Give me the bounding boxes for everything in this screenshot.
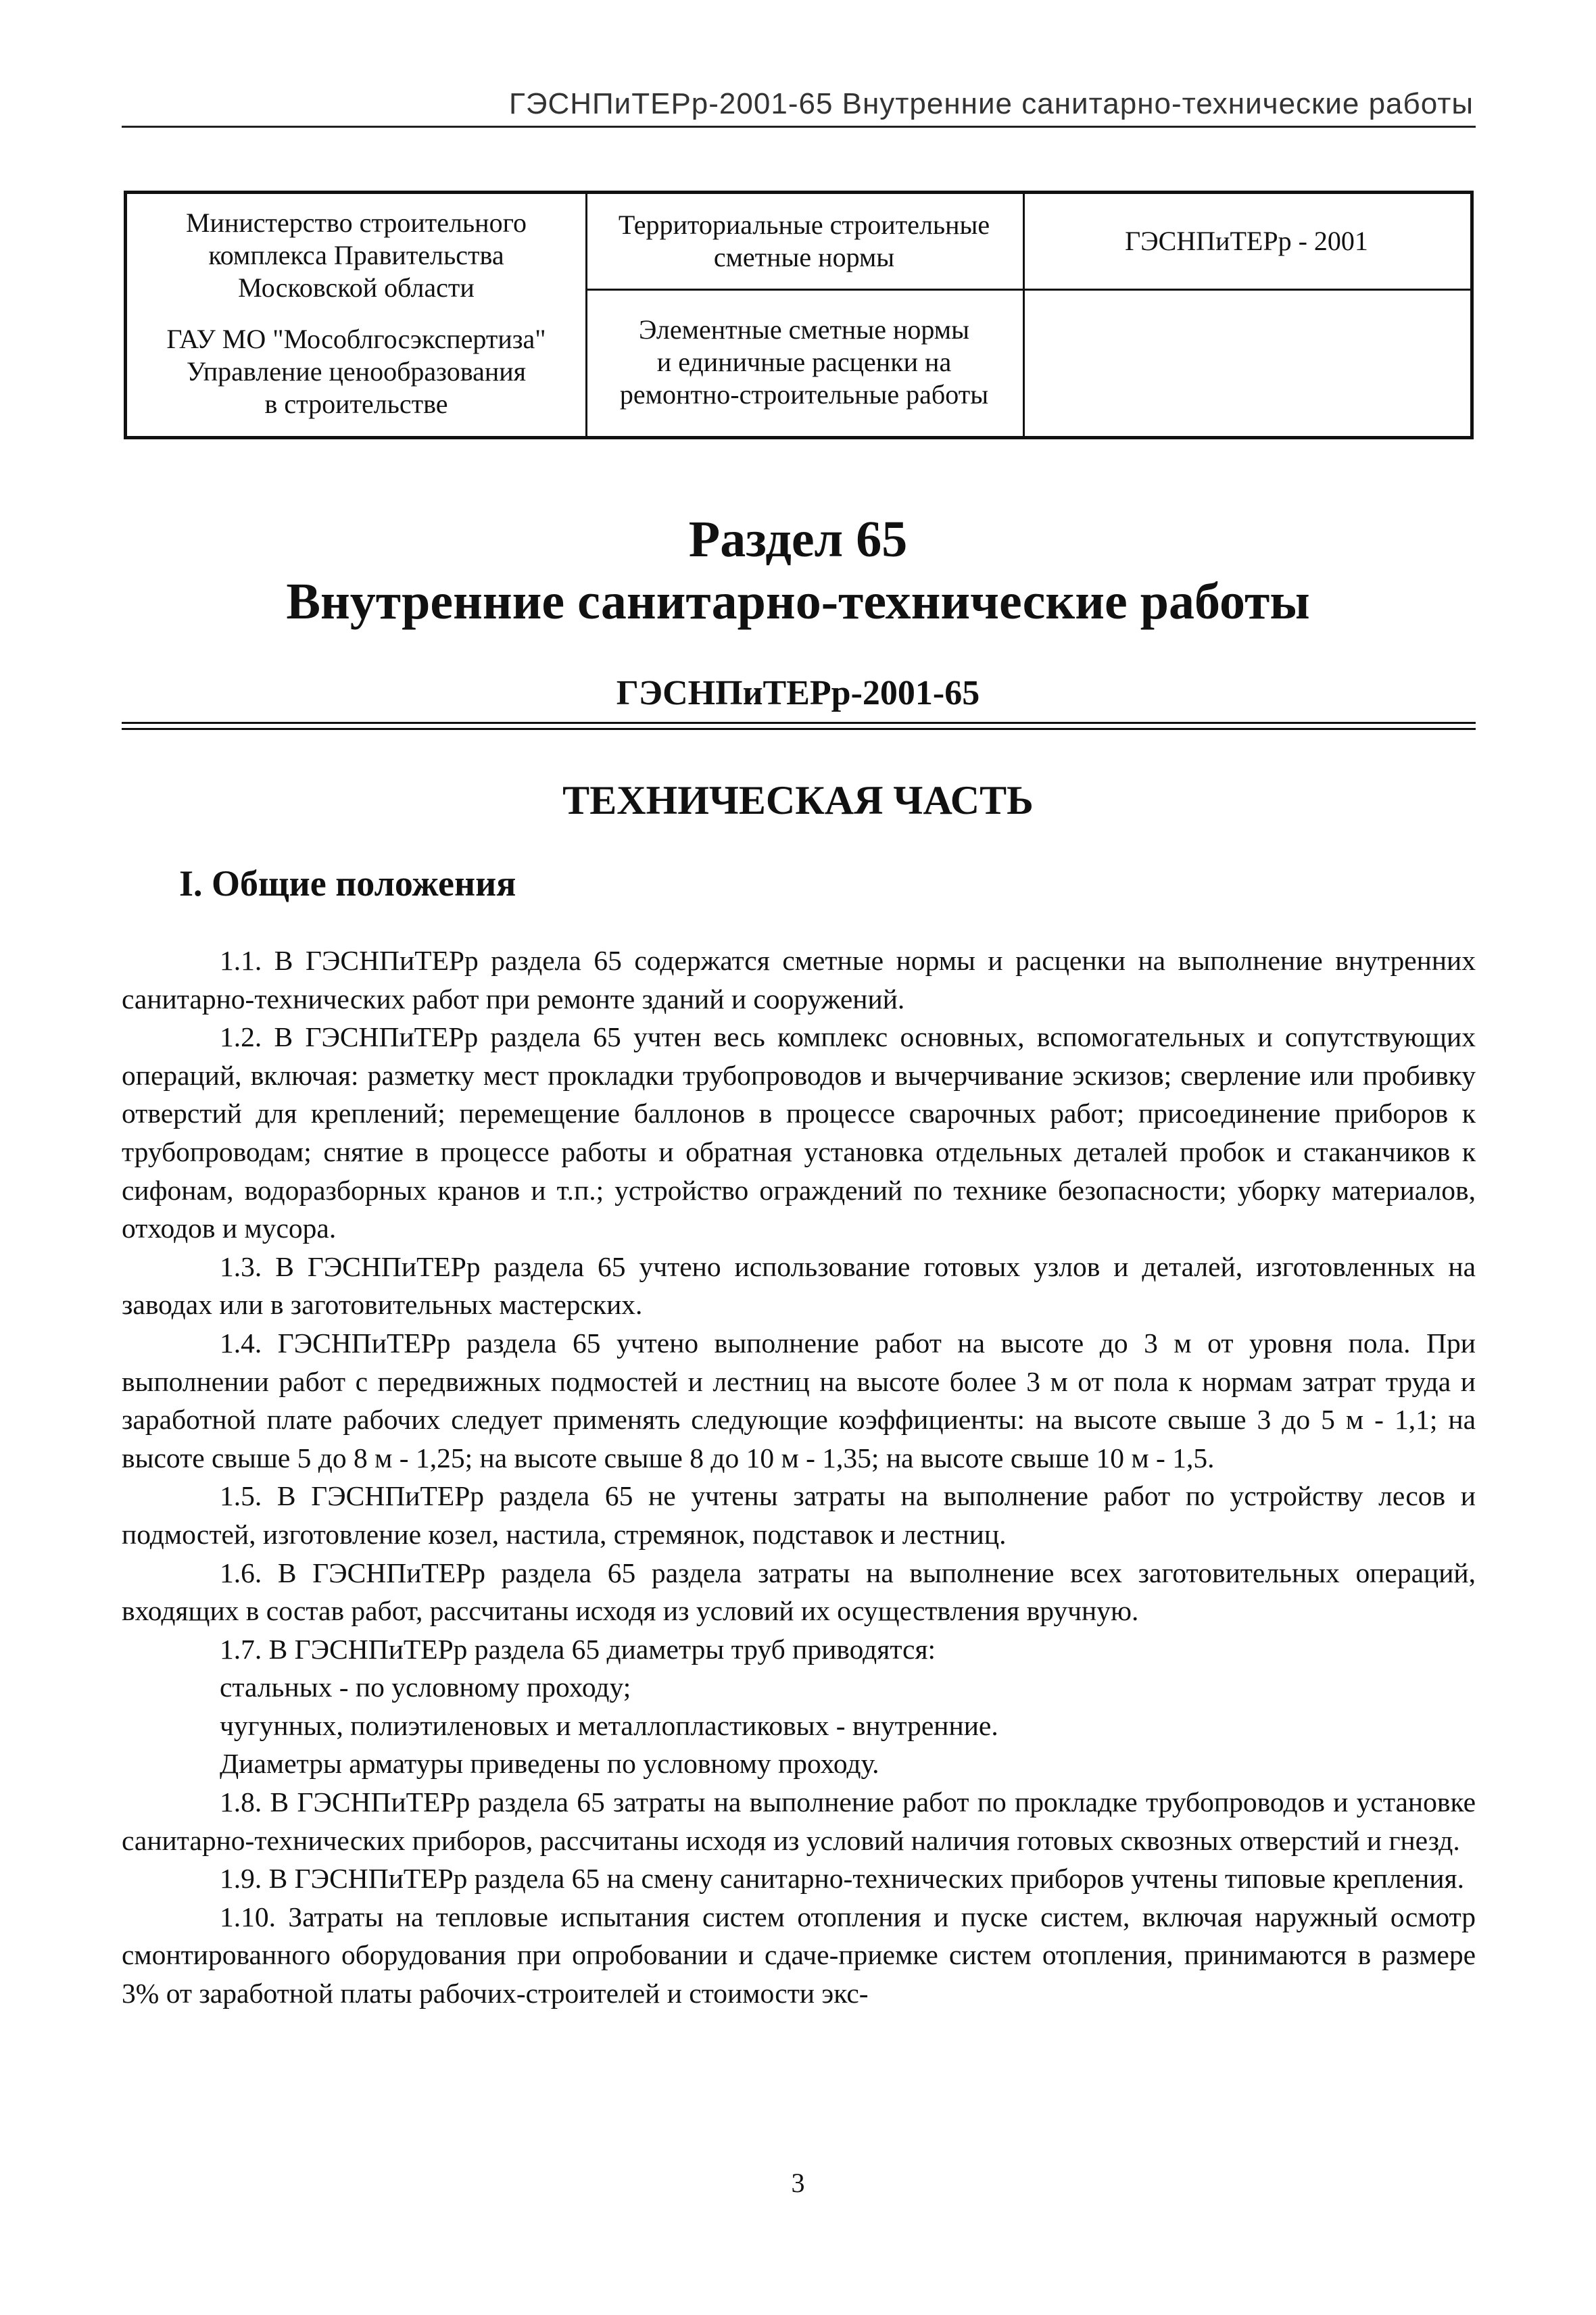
body-text [122,942,1476,2013]
ministry-cell: Министерство строительного комплекса Правительства Московской области [185,208,527,303]
paragraph-1-1: 1.1. В ГЭСНПиТЕРр раздела 65 содержатся сметные нормы и расценки на выполнение внутренних санитарно-технических работ при ремонте зданий и сооружений. [122,945,1476,1015]
running-header-rule [122,126,1476,128]
paragraph-1-10: 1.10. Затраты на тепловые испытания систем отопления и пуске систем, включая наружный осмотр смонтированного оборудования при опробовании и сдаче-приемке систем отопления, принимаются в размере 3% от заработной платы рабочих-строителей и стоимости экс- [122,1901,1476,2009]
norms-cell: Территориальные строительные сметные нормы [618,210,990,272]
paragraph-1-7-steel: стальных - по условному проходу; [220,1672,631,1703]
code-cell: ГЭСНПиТЕРр - 2001 [1125,226,1368,256]
section-name: Внутренние санитарно-технические работы [286,573,1310,630]
running-header: ГЭСНПиТЕРр-2001-65 Внутренние санитарно-технические работы [509,87,1474,120]
paragraph-1-4: 1.4. ГЭСНПиТЕРр раздела 65 учтено выполнение работ на высоте до 3 м от уровня пола. При выполнении работ с передвижных подмостей и лестниц на высоте более 3 м от пола к нормам затрат труда и заработной плате рабочих следует применять следующие коэффициенты: на высоте свыше 3 до 5 м - 1,1; на высоте свыше 5 до 8 м - 1,25; на высоте свыше 8 до 10 м - 1,35; на высоте свыше 10 м - 1,5. [122,1327,1476,1473]
paragraph-1-7-cast-iron: чугунных, полиэтиленовых и металлопластиковых - внутренние. [220,1709,998,1741]
paragraph-1-7-valves: Диаметры арматуры приведены по условному проходу. [220,1748,879,1780]
section-code: ГЭСНПиТЕРр-2001-65 [616,674,980,712]
paragraph-1-2: 1.2. В ГЭСНПиТЕРр раздела 65 учтен весь комплекс основных, вспомогательных и сопутствующих операций, включая: разметку мест прокладки трубопроводов и вычерчивание эскизов; сверление или пробивку отверстий для креплений; перемещение баллонов в процессе сварочных работ; присоединение приборов к трубопроводам; снятие в процессе работы и обратная установка отдельных деталей пробок и стаканчиков к сифонам, водоразборных кранов и т.п.; устройство ограждений по технике безопасности; уборку материалов, отходов и мусора. [122,1021,1476,1244]
paragraph-1-9: 1.9. В ГЭСНПиТЕРр раздела 65 на смену санитарно-технических приборов учтены типовые крепления. [220,1863,1465,1895]
paragraph-1-8: 1.8. В ГЭСНПиТЕРр раздела 65 затраты на выполнение работ по прокладке трубопроводов и установке санитарно-технических приборов, рассчитаны исходя из условий наличия готовых сквозных отверстий и гнезд. [122,1786,1476,1856]
technical-part-title: ТЕХНИЧЕСКАЯ ЧАСТЬ [562,778,1034,823]
agency-cell: ГАУ МО "Мособлгосэкспертиза" Управление ценообразования в строительстве [166,324,546,419]
section-number: Раздел 65 [688,511,908,568]
general-provisions-title: I. Общие положения [179,863,516,904]
elements-cell: Элементные сметные нормы и единичные расценки на ремонтно-строительные работы [619,314,989,410]
paragraph-1-7: 1.7. В ГЭСНПиТЕРр раздела 65 диаметры труб приводятся: [220,1633,936,1665]
paragraph-1-5: 1.5. В ГЭСНПиТЕРр раздела 65 не учтены затраты на выполнение работ по устройству лесов и подмостей, изготовление козел, настила, стремянок, подставок и лестниц. [122,1480,1476,1550]
header-table [124,191,1474,439]
paragraph-1-6: 1.6. В ГЭСНПиТЕРр раздела 65 раздела затраты на выполнение всех заготовительных операций, входящих в состав работ, рассчитаны исходя из условий их осуществления вручную. [122,1557,1476,1627]
page-number: 3 [791,2168,805,2198]
paragraph-1-3: 1.3. В ГЭСНПиТЕРр раздела 65 учтено использование готовых узлов и деталей, изготовленных на заводах или в заготовительных мастерских. [122,1250,1476,1321]
section-double-rule [122,722,1476,730]
